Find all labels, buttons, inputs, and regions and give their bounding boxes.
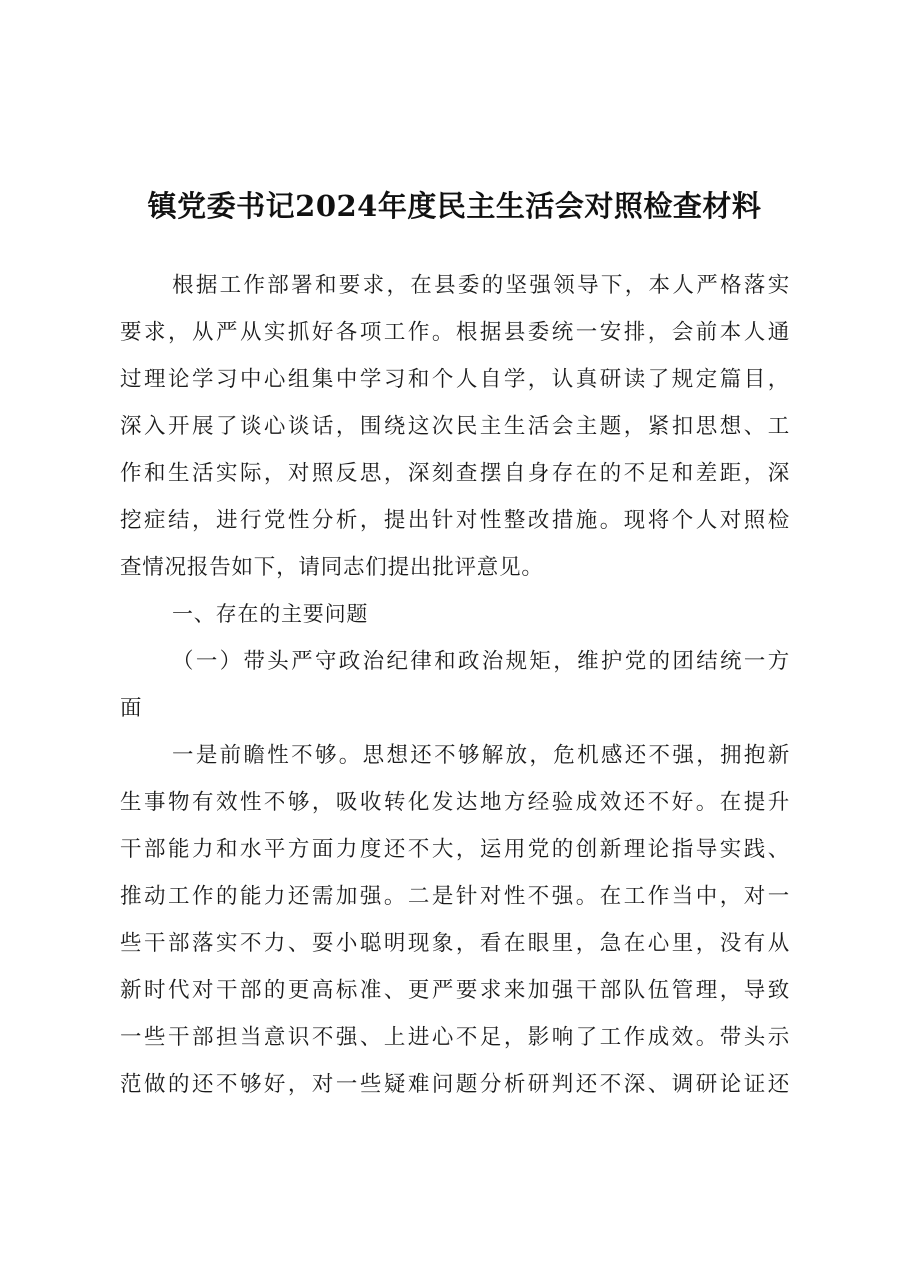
problem-line: 推动工作的能力还需加强。二是针对性不强。在工作当中，对一	[120, 884, 790, 909]
problem-line: 干部能力和水平方面力度还不大，运用党的创新理论指导实践、	[120, 837, 790, 862]
intro-line: 查情况报告如下，请同志们提出批评意见。	[120, 555, 544, 580]
intro-line: 过理论学习中心组集中学习和个人自学，认真研读了规定篇目，	[120, 367, 790, 392]
document-title: 镇党委书记2024年度民主生活会对照检查材料	[147, 189, 762, 223]
problem-line: 新时代对干部的更高标准、更严要求来加强干部队伍管理，导致	[120, 978, 790, 1003]
problem-line: 范做的还不够好，对一些疑难问题分析研判还不深、调研论证还	[120, 1072, 790, 1097]
intro-line: 深入开展了谈心谈话，围绕这次民主生活会主题，紧扣思想、工	[120, 414, 790, 439]
document-body	[120, 262, 790, 1108]
intro-line: 挖症结，进行党性分析，提出针对性整改措施。现将个人对照检	[120, 508, 790, 533]
problem-line: 一是前瞻性不够。思想还不够解放，危机感还不强，拥抱新	[172, 743, 790, 768]
intro-line: 根据工作部署和要求，在县委的坚强领导下，本人严格落实	[172, 273, 790, 298]
intro-line: 要求，从严从实抓好各项工作。根据县委统一安排，会前本人通	[120, 320, 790, 345]
problem-line: 生事物有效性不够，吸收转化发达地方经验成效还不好。在提升	[120, 790, 790, 815]
intro-line: 作和生活实际，对照反思，深刻查摆自身存在的不足和差距，深	[120, 461, 790, 486]
subsection-heading-line: （一）带头严守政治纪律和政治规矩，维护党的团结统一方	[172, 649, 790, 674]
section-heading: 一、存在的主要问题	[172, 602, 369, 626]
problem-line: 些干部落实不力、耍小聪明现象，看在眼里，急在心里，没有从	[120, 931, 790, 956]
problem-line: 一些干部担当意识不强、上进心不足，影响了工作成效。带头示	[120, 1025, 790, 1050]
subsection-heading-line: 面	[120, 696, 143, 721]
